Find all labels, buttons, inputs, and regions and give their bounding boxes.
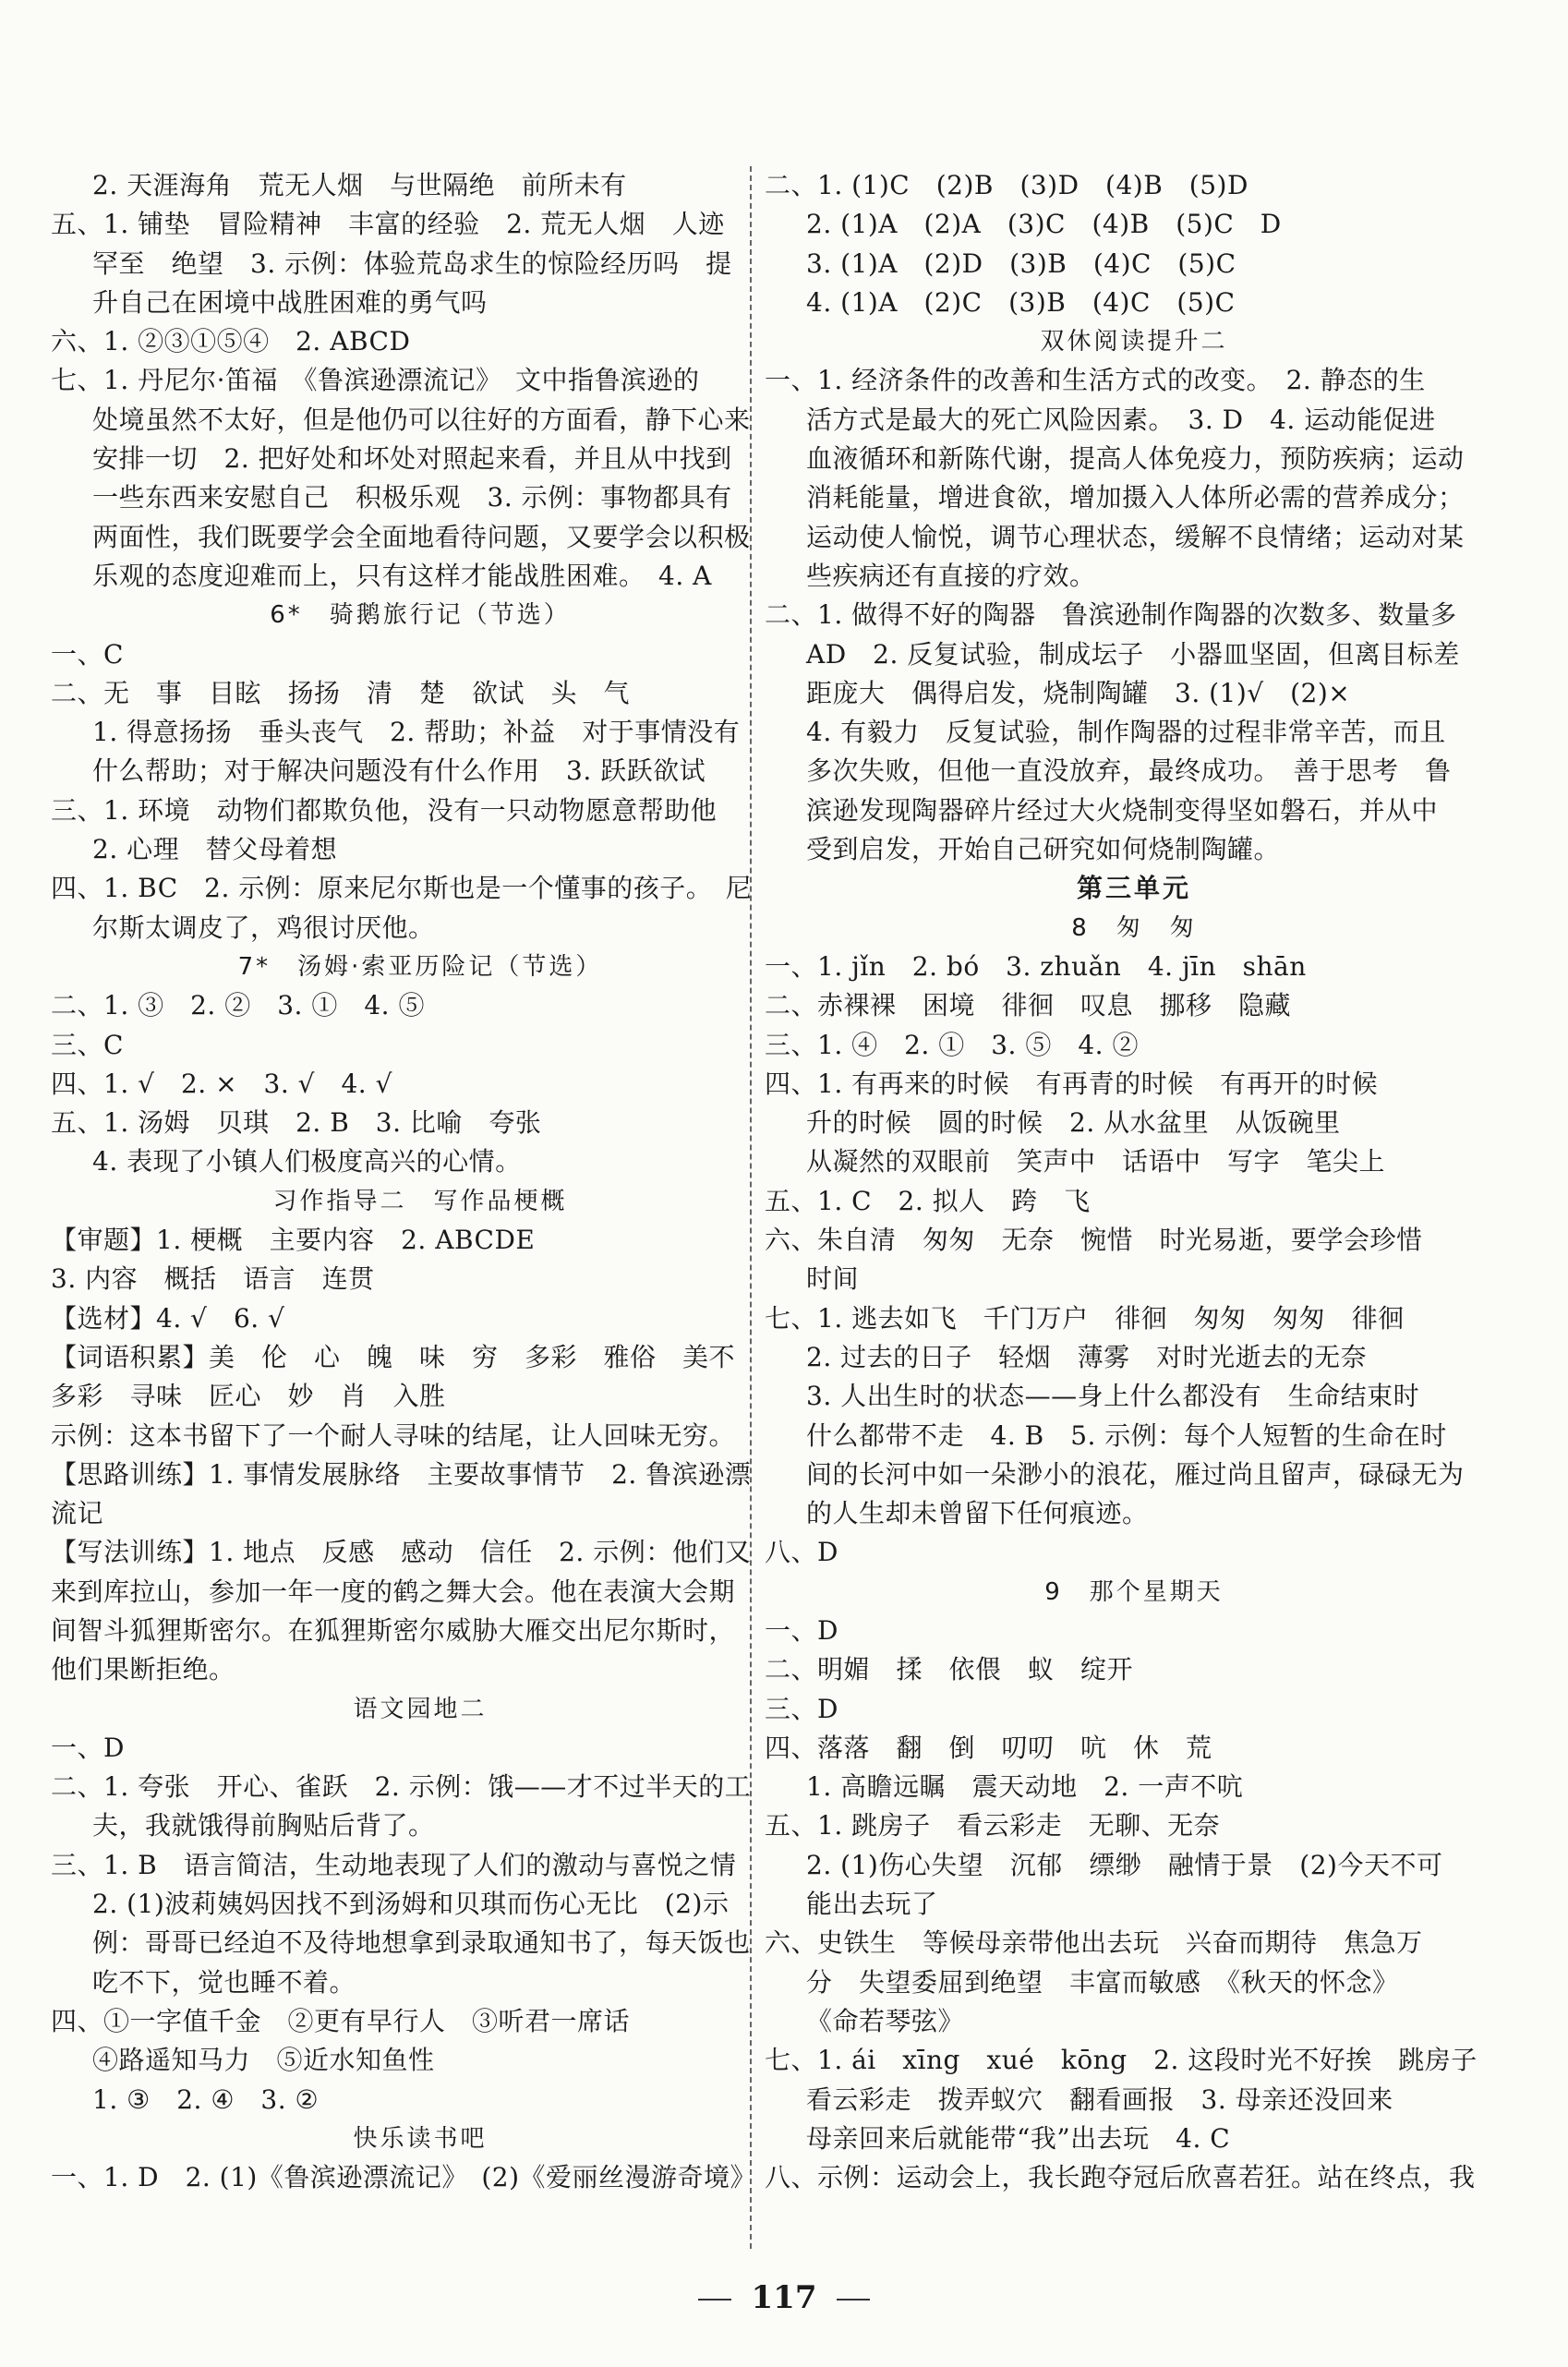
section-title: 6* 骑鹅旅行记（节选） (270, 601, 571, 630)
answer-line: 一、C (51, 638, 124, 670)
answer-line: 些疾病还有直接的疗效。 (806, 560, 1096, 591)
left-column (51, 166, 790, 2197)
section-title: 7* 汤姆·索亚历险记（节选） (237, 952, 603, 981)
answer-line: 受到启发，开始自己研究如何烧制陶罐。 (806, 834, 1281, 865)
answer-line: 三、1. ④ 2. ① 3. ⑤ 4. ② (765, 1029, 1139, 1060)
answer-line: 尔斯太调皮了，鸡很讨厌他。 (92, 912, 435, 943)
answer-line: 从凝然的双眼前 笑声中 话语中 写字 笔尖上 (806, 1146, 1386, 1177)
unit-title: 第三单元 (1076, 873, 1191, 904)
answer-line: 一些东西来安慰自己 积极乐观 3. 示例：事物都具有 (92, 482, 732, 513)
answer-line: 三、D (765, 1693, 838, 1724)
answer-line: 的人生却未曾留下任何痕迹。 (806, 1498, 1149, 1529)
answer-line: 4. 有毅力 反复试验，制作陶器的过程非常辛苦，而且 (806, 717, 1446, 748)
answer-line: 【写法训练】1. 地点 反感 感动 信任 2. 示例：他们又 (51, 1537, 752, 1568)
section-title: 语文园地二 (353, 1695, 488, 1723)
answer-line: 2. 心理 替父母着想 (92, 834, 338, 865)
answer-line: 间的长河中如一朵渺小的浪花，雁过尚且留声，碌碌无为 (806, 1458, 1465, 1490)
answer-line: 四、1. 有再来的时候 有再青的时候 有再开的时候 (765, 1068, 1379, 1099)
answer-line: 一、1. D 2. (1)《鲁滨逊漂流记》 (2)《爱丽丝漫游奇境》 (51, 2162, 757, 2193)
answer-line: 六、1. ②③①⑤④ 2. ABCD (51, 326, 411, 357)
answer-line: 处境虽然不太好，但是他仍可以往好的方面看，静下心来 (92, 404, 751, 435)
answer-line: 四、①一字值千金 ②更有早行人 ③听君一席话 (51, 2005, 631, 2036)
answer-line: 4. 表现了小镇人们极度高兴的心情。 (92, 1146, 522, 1177)
answer-line: 看云彩走 拨弄蚁穴 翻看画报 3. 母亲还没回来 (806, 2083, 1393, 2115)
answer-line: 3. (1)A (2)D (3)B (4)C (5)C (806, 248, 1236, 279)
section-title: 9 那个星期天 (1044, 1577, 1224, 1606)
answer-line: 【选材】4. √ 6. √ (51, 1302, 285, 1334)
answer-line: 1. 高瞻远瞩 震天动地 2. 一声不吭 (806, 1771, 1244, 1803)
answer-line: 母亲回来后就能带“我”出去玩 4. C (806, 2122, 1231, 2154)
answer-line: 滨逊发现陶器碎片经过大火烧制变得坚如磐石，并从中 (806, 794, 1439, 826)
answer-line: 2. (1)伤心失望 沉郁 缥缈 融情于景 (2)今天不可 (806, 1849, 1443, 1880)
answer-line: ④路遥知马力 ⑤近水知鱼性 (92, 2045, 435, 2076)
answer-line: 多彩 寻味 匠心 妙 肖 入胜 (51, 1381, 446, 1412)
answer-line: 例：哥哥已经迫不及待地想拿到录取通知书了，每天饭也 (92, 1927, 751, 1959)
answer-line: 五、1. C 2. 拟人 跨 飞 (765, 1185, 1091, 1216)
page-number: 117 (751, 2279, 817, 2316)
answer-line: 3. 内容 概括 语言 连贯 (51, 1263, 375, 1295)
answer-line: 二、赤裸裸 困境 徘徊 叹息 挪移 隐藏 (765, 990, 1292, 1021)
answer-line: 多次失败，但他一直没放弃，最终成功。 善于思考 鲁 (806, 755, 1452, 787)
answer-line: 一、1. jǐn 2. bó 3. zhuǎn 4. jīn shān (765, 950, 1307, 982)
answer-line: 示例：这本书留下了一个耐人寻味的结尾，让人回味无穷。 (51, 1419, 736, 1451)
answer-line: 什么都带不走 4. B 5. 示例：每个人短暂的生命在时 (806, 1419, 1447, 1451)
answer-line: 六、史铁生 等候母亲带他出去玩 兴奋而期待 焦急万 (765, 1927, 1423, 1959)
answer-line: 三、C (51, 1029, 124, 1060)
answer-line: 来到库拉山，参加一年一度的鹤之舞大会。他在表演大会期 (51, 1576, 736, 1607)
answer-line: 一、D (765, 1614, 838, 1646)
answer-line: 七、1. 丹尼尔·笛福 《鲁滨逊漂流记》 文中指鲁滨逊的 (51, 365, 700, 396)
answer-line: 血液循环和新陈代谢，提高人体免疫力，预防疾病；运动 (806, 443, 1465, 475)
section-title: 习作指导二 写作品梗概 (272, 1187, 568, 1215)
answer-line: 【思路训练】1. 事情发展脉络 主要故事情节 2. 鲁滨逊漂 (51, 1458, 752, 1490)
answer-line: 罕至 绝望 3. 示例：体验荒岛求生的惊险经历吗 提 (92, 248, 732, 279)
answer-line: 二、1. (1)C (2)B (3)D (4)B (5)D (765, 170, 1248, 200)
answer-line: 两面性，我们既要学会全面地看待问题，又要学会以积极 (92, 521, 751, 552)
answer-line: 流记 (51, 1498, 104, 1529)
answer-line: 时间 (806, 1263, 860, 1295)
answer-line: 他们果断拒绝。 (51, 1654, 235, 1685)
answer-line: 【词语积累】美 伦 心 魄 味 穷 多彩 雅俗 美不 (51, 1341, 736, 1372)
answer-line: 五、1. 铺垫 冒险精神 丰富的经验 2. 荒无人烟 人迹 (51, 209, 725, 240)
answer-line: 七、1. 逃去如飞 千门万户 徘徊 匆匆 匆匆 徘徊 (765, 1302, 1405, 1334)
answer-line: 夫，我就饿得前胸贴后背了。 (92, 1810, 435, 1842)
answer-line: 4. (1)A (2)C (3)B (4)C (5)C (806, 286, 1236, 318)
answer-line: 分 失望委屈到绝望 丰富而敏感 《秋天的怀念》 (806, 1966, 1399, 1998)
answer-line: 一、D (51, 1732, 125, 1763)
answer-line: 四、1. BC 2. 示例：原来尼尔斯也是一个懂事的孩子。 尼 (51, 873, 753, 904)
answer-line: 2. (1)A (2)A (3)C (4)B (5)C D (806, 209, 1282, 240)
section-title: 8 匆 匆 (1071, 913, 1197, 942)
answer-line: 二、1. ③ 2. ② 3. ① 4. ⑤ (51, 990, 425, 1021)
footer-dash-left (698, 2299, 731, 2301)
answer-line: 升的时候 圆的时候 2. 从水盆里 从饭碗里 (806, 1107, 1341, 1139)
answer-line: 八、示例：运动会上，我长跑夺冠后欣喜若狂。站在终点，我 (765, 2162, 1476, 2193)
answer-line: 2. 天涯海角 荒无人烟 与世隔绝 前所未有 (92, 170, 627, 200)
answer-line: 距庞大 偶得启发，烧制陶罐 3. (1)√ (2)× (806, 677, 1351, 708)
column-divider (750, 166, 752, 2249)
answer-line: 什么帮助；对于解决问题没有什么作用 3. 跃跃欲试 (92, 755, 706, 787)
answer-line: 三、1. 环境 动物们都欺负他，没有一只动物愿意帮助他 (51, 794, 718, 826)
answer-line: 五、1. 跳房子 看云彩走 无聊、无奈 (765, 1810, 1221, 1842)
answer-line: 间智斗狐狸斯密尔。在狐狸斯密尔威胁大雁交出尼尔斯时， (51, 1614, 736, 1646)
answer-line: 二、无 事 目眩 扬扬 清 楚 欲试 头 气 (51, 677, 631, 708)
footer-dash-right (837, 2299, 870, 2301)
answer-line: 乐观的态度迎难而上，只有这样才能战胜困难。 4. A (92, 560, 712, 591)
answer-line: 五、1. 汤姆 贝琪 2. B 3. 比喻 夸张 (51, 1107, 542, 1139)
answer-line: 六、朱自清 匆匆 无奈 惋惜 时光易逝，要学会珍惜 (765, 1225, 1423, 1256)
answer-line: 活方式是最大的死亡风险因素。 3. D 4. 运动能促进 (806, 404, 1436, 435)
answer-line: 吃不下，觉也睡不着。 (92, 1966, 356, 1998)
answer-line: 《命若琴弦》 (806, 2005, 965, 2036)
answer-line: 2. 过去的日子 轻烟 薄雾 对时光逝去的无奈 (806, 1341, 1368, 1372)
answer-line: 2. (1)波莉姨妈因找不到汤姆和贝琪而伤心无比 (2)示 (92, 1889, 730, 1920)
answer-line: 安排一切 2. 把好处和坏处对照起来看，并且从中找到 (92, 443, 732, 475)
answer-line: 消耗能量，增进食欲，增加摄入人体所必需的营养成分； (806, 482, 1465, 513)
answer-line: 三、1. B 语言简洁，生动地表现了人们的激动与喜悦之情 (51, 1849, 737, 1880)
answer-line: 四、落落 翻 倒 叨叨 吭 休 荒 (765, 1732, 1212, 1763)
answer-line: 二、1. 做得不好的陶器 鲁滨逊制作陶器的次数多、数量多 (765, 599, 1457, 631)
answer-line: 1. 得意扬扬 垂头丧气 2. 帮助；补益 对于事情没有 (92, 717, 741, 748)
answer-line: 八、D (765, 1537, 838, 1568)
answer-line: 升自己在困境中战胜困难的勇气吗 (92, 286, 488, 318)
answer-line: 二、1. 夸张 开心、雀跃 2. 示例：饿——才不过半天的工 (51, 1771, 752, 1803)
answer-line: 1. ③ 2. ④ 3. ② (92, 2083, 320, 2115)
answer-line: 二、明媚 揉 依偎 蚁 绽开 (765, 1654, 1134, 1685)
answer-line: 【审题】1. 梗概 主要内容 2. ABCDE (51, 1225, 536, 1256)
section-title: 双休阅读提升二 (1040, 328, 1228, 356)
page-footer (0, 2279, 1568, 2316)
answer-line: AD 2. 反复试验，制成坛子 小器皿坚固，但离目标差 (806, 638, 1460, 670)
answer-line: 四、1. √ 2. × 3. √ 4. √ (51, 1068, 392, 1099)
right-column (765, 166, 1503, 2197)
answer-line: 一、1. 经济条件的改善和生活方式的改变。 2. 静态的生 (765, 365, 1426, 396)
answer-line: 运动使人愉悦，调节心理状态，缓解不良情绪；运动对某 (806, 521, 1465, 552)
section-title: 快乐读书吧 (353, 2124, 488, 2153)
answer-line: 3. 人出生时的状态——身上什么都没有 生命结束时 (806, 1381, 1420, 1412)
answer-line: 能出去玩了 (806, 1889, 938, 1920)
answer-line: 七、1. ái xīng xué kōng 2. 这段时光不好挨 跳房子 (765, 2045, 1478, 2076)
